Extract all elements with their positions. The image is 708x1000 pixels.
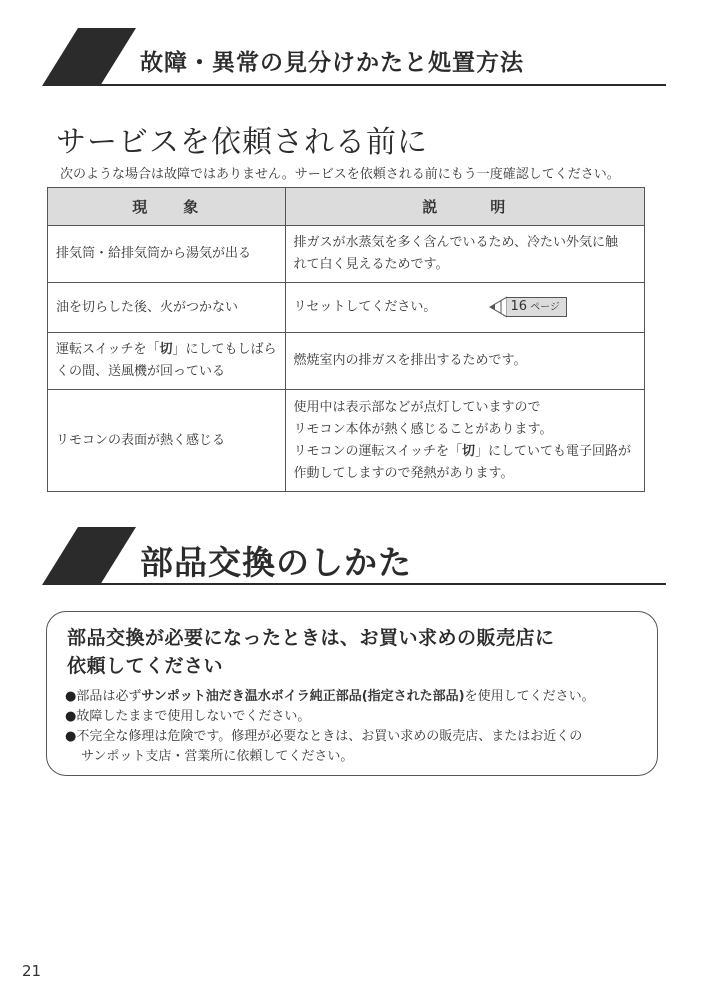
explanation-cell (285, 226, 644, 283)
explanation-cell (285, 283, 644, 333)
note-text: を使用してください。 (464, 689, 595, 704)
switch-off-label: 切 (462, 443, 476, 459)
parts-heading (67, 624, 555, 680)
note-text: 部品は必ず (76, 689, 142, 704)
bullet-icon: ● (65, 729, 77, 744)
table-row (48, 226, 645, 283)
slanted-stripe-icon (42, 28, 136, 86)
parts-heading-line: 依頼してください (67, 655, 224, 677)
section-header-parts (42, 527, 666, 585)
symptom-text: 運転スイッチを「 (56, 342, 160, 357)
section-rule (100, 84, 666, 86)
explanation-text: リモコンの運転スイッチを「 (293, 443, 462, 459)
symptom-text: 油を切らした後、火がつかない (56, 299, 239, 315)
explanation-line: 使用中は表示部などが点灯していますので (293, 399, 541, 415)
symptom-text: 」にしてもしばら (172, 342, 277, 357)
page-reference-number: 16 (510, 299, 528, 315)
symptom-line (56, 339, 277, 361)
page-reference-unit: ページ (530, 302, 560, 314)
service-request-title: サービスを依頼される前に (56, 125, 428, 160)
symptom-cell (48, 283, 286, 333)
explanation-line: 燃焼室内の排ガスを排出するためです。 (293, 353, 527, 368)
slanted-stripe-icon (42, 527, 136, 585)
note-item (65, 727, 595, 747)
explanation-line: 排ガスが水蒸気を多く含んでいるため、冷たい外気に触 (293, 235, 618, 250)
genuine-parts-label: サンポット油だき温水ボイラ純正部品 (141, 689, 362, 704)
note-text: 故障したままで使用しないでください。 (76, 709, 311, 724)
explanation-header: 説 明 (285, 188, 644, 226)
section-title: 故障・異常の見分けかたと処置方法 (140, 50, 524, 76)
section-header-troubleshooting (42, 28, 666, 86)
note-item-continuation: サンポット支店・営業所に依頼してください。 (81, 749, 354, 764)
page-reference-box (507, 297, 567, 317)
parts-notes (65, 687, 595, 767)
table-header-row (48, 188, 645, 226)
explanation-line (294, 441, 636, 463)
explanation-cell (285, 333, 644, 390)
explanation-line: 作動してしますので発熱があります。 (293, 465, 514, 481)
note-item (65, 687, 595, 707)
page-number: 21 (22, 962, 42, 980)
parts-info-box (46, 611, 658, 776)
explanation-line: リモコン本体が熱く感じることがあります。 (293, 421, 553, 437)
bullet-icon: ● (65, 689, 77, 704)
explanation-line: リセットしてください。 (293, 299, 437, 315)
trouble-table (47, 187, 645, 492)
specified-parts-label: (指定された部品) (361, 689, 465, 704)
service-request-intro: 次のような場合は故障ではありません。サービスを依頼される前にもう一度確認してください。 (60, 167, 620, 182)
symptom-cell (48, 390, 286, 492)
section-title: 部品交換のしかた (140, 543, 412, 582)
explanation-cell (285, 390, 644, 492)
pencil-tip-icon (489, 296, 507, 318)
table-row (48, 390, 645, 492)
switch-off-label: 切 (159, 342, 173, 357)
note-item (65, 707, 595, 727)
explanation-line: れて白く見えるためです。 (293, 257, 449, 272)
symptom-text: リモコンの表面が熱く感じる (56, 432, 226, 448)
symptom-header: 現 象 (48, 188, 286, 226)
symptom-cell (48, 333, 286, 390)
symptom-text: 排気筒・給排気筒から湯気が出る (56, 246, 252, 261)
bullet-icon: ● (65, 709, 77, 724)
page-reference (489, 296, 567, 318)
symptom-line: くの間、送風機が回っている (56, 364, 226, 379)
table-row (48, 283, 645, 333)
symptom-cell (48, 226, 286, 283)
parts-heading-line: 部品交換が必要になったときは、お買い求めの販売店に (67, 627, 555, 649)
explanation-text: 」にしていても電子回路が (475, 443, 632, 459)
note-text: 不完全な修理は危険です。修理が必要なときは、お買い求めの販売店、またはお近くの (76, 729, 583, 744)
table-row (48, 333, 645, 390)
